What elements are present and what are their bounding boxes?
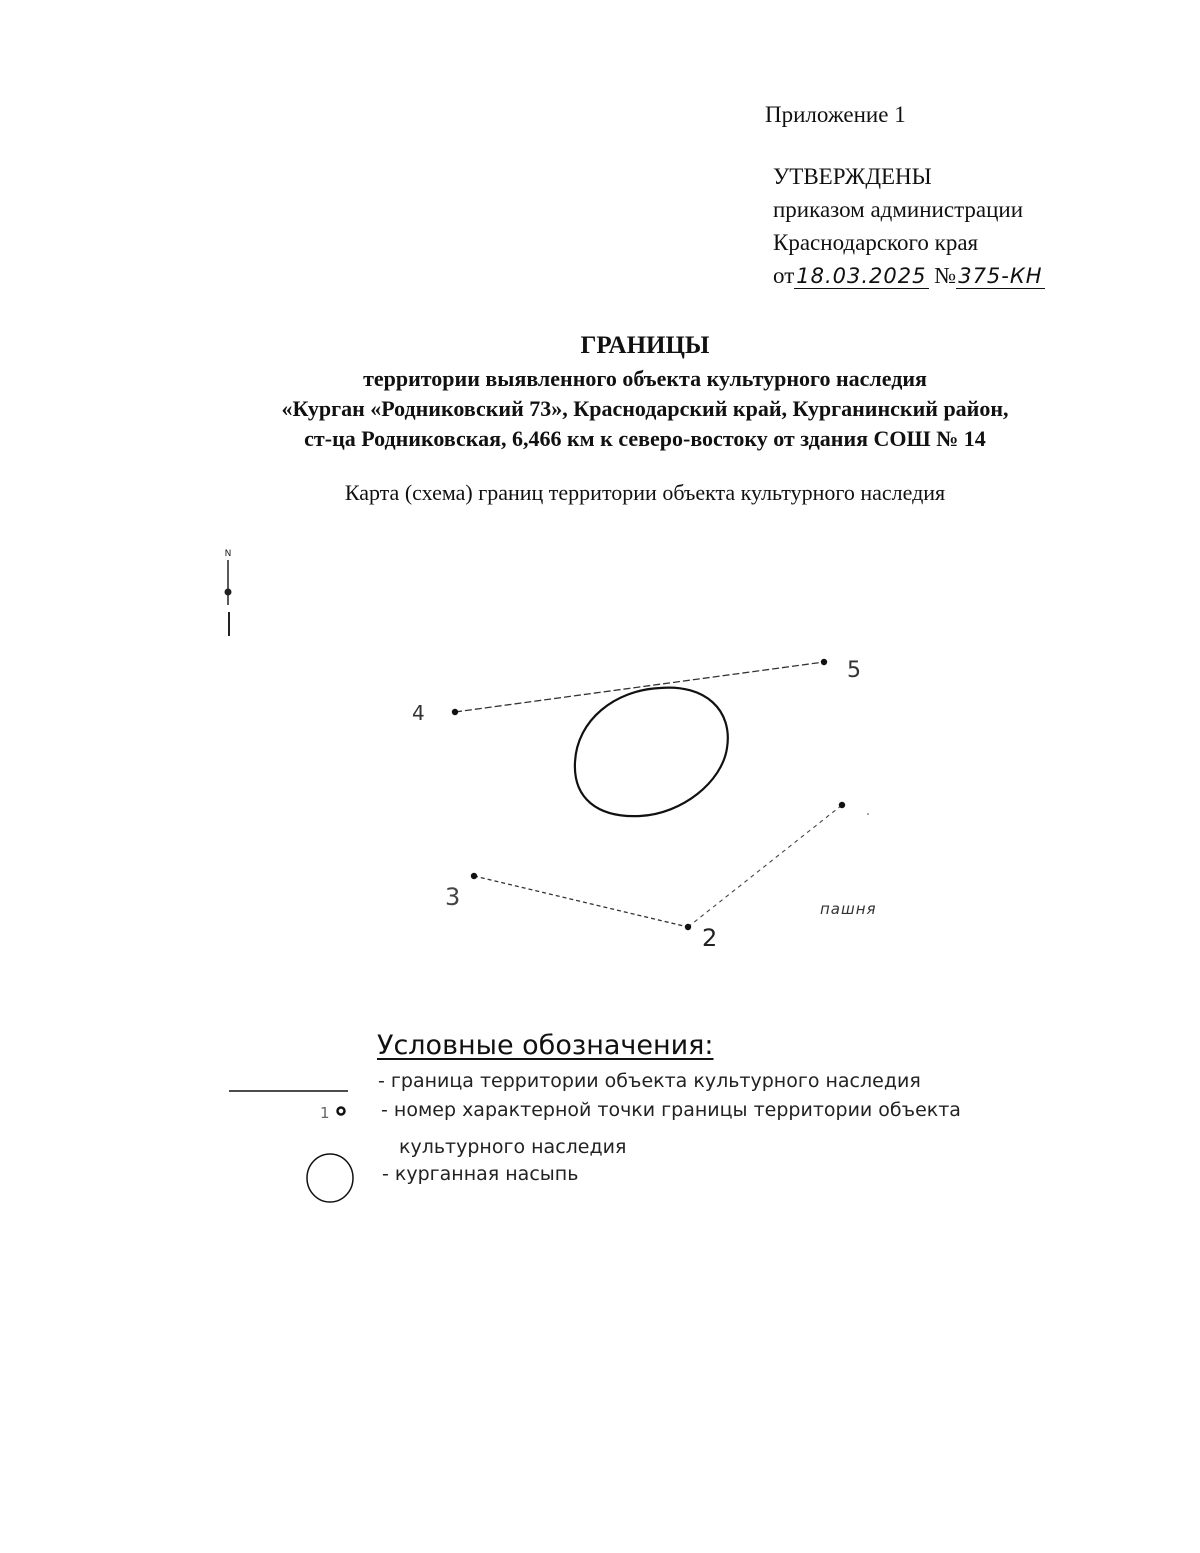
point-label-2: 2 bbox=[702, 924, 718, 952]
boundary-point-5 bbox=[821, 659, 827, 665]
approval-region: Краснодарского края bbox=[773, 230, 979, 255]
mound-outline bbox=[575, 688, 728, 817]
legend-point-number: 1 bbox=[320, 1104, 330, 1122]
date-prefix: от bbox=[773, 263, 795, 288]
legend-point-text: - номер характерной точки границы территории объекта bbox=[381, 1099, 961, 1121]
number-prefix: № bbox=[934, 263, 957, 288]
point-label-4: 4 bbox=[412, 701, 425, 725]
map-caption: Карта (схема) границ территории объекта культурного наследия bbox=[344, 480, 946, 505]
subtitle-line-2: «Курган «Родниковский 73», Краснодарский край, Курганинский район, bbox=[281, 396, 1009, 421]
boundary-point-2 bbox=[685, 924, 691, 930]
point-label-5: 5 bbox=[847, 658, 861, 683]
subtitle-line-1: территории выявленного объекта культурного наследия bbox=[363, 366, 927, 391]
legend-mound-symbol bbox=[307, 1154, 353, 1202]
north-arrow-label: N bbox=[224, 549, 232, 559]
legend-mound-text: - курганная насыпь bbox=[382, 1163, 579, 1185]
approval-issuer: приказом администрации bbox=[773, 197, 1024, 222]
boundary-point-1 bbox=[839, 802, 845, 808]
approval-number: 375-КН bbox=[958, 264, 1043, 288]
boundary-segment-2-1 bbox=[688, 805, 842, 927]
boundary-segment-3-2 bbox=[474, 876, 688, 927]
document-title: ГРАНИЦЫ bbox=[580, 332, 710, 359]
appendix-label: Приложение 1 bbox=[765, 102, 906, 127]
north-arrow-icon bbox=[225, 549, 232, 636]
approval-title: УТВЕРЖДЕНЫ bbox=[773, 164, 932, 189]
legend-point-symbol bbox=[338, 1108, 345, 1115]
boundary-segment-4-5 bbox=[455, 662, 824, 712]
land-use-label: пашня bbox=[820, 900, 877, 918]
boundary-point-4 bbox=[452, 709, 458, 715]
legend-boundary-text: - граница территории объекта культурного наследия bbox=[378, 1070, 921, 1092]
legend-point-text-cont: культурного наследия bbox=[399, 1136, 627, 1158]
legend-title: Условные обозначения: bbox=[377, 1030, 714, 1061]
boundary-point-3 bbox=[471, 873, 477, 879]
subtitle-line-3: ст-ца Родниковская, 6,466 км к северо-востоку от здания СОШ № 14 bbox=[304, 426, 986, 451]
approval-date: 18.03.2025 bbox=[796, 264, 927, 288]
point-label-3: 3 bbox=[445, 883, 461, 911]
